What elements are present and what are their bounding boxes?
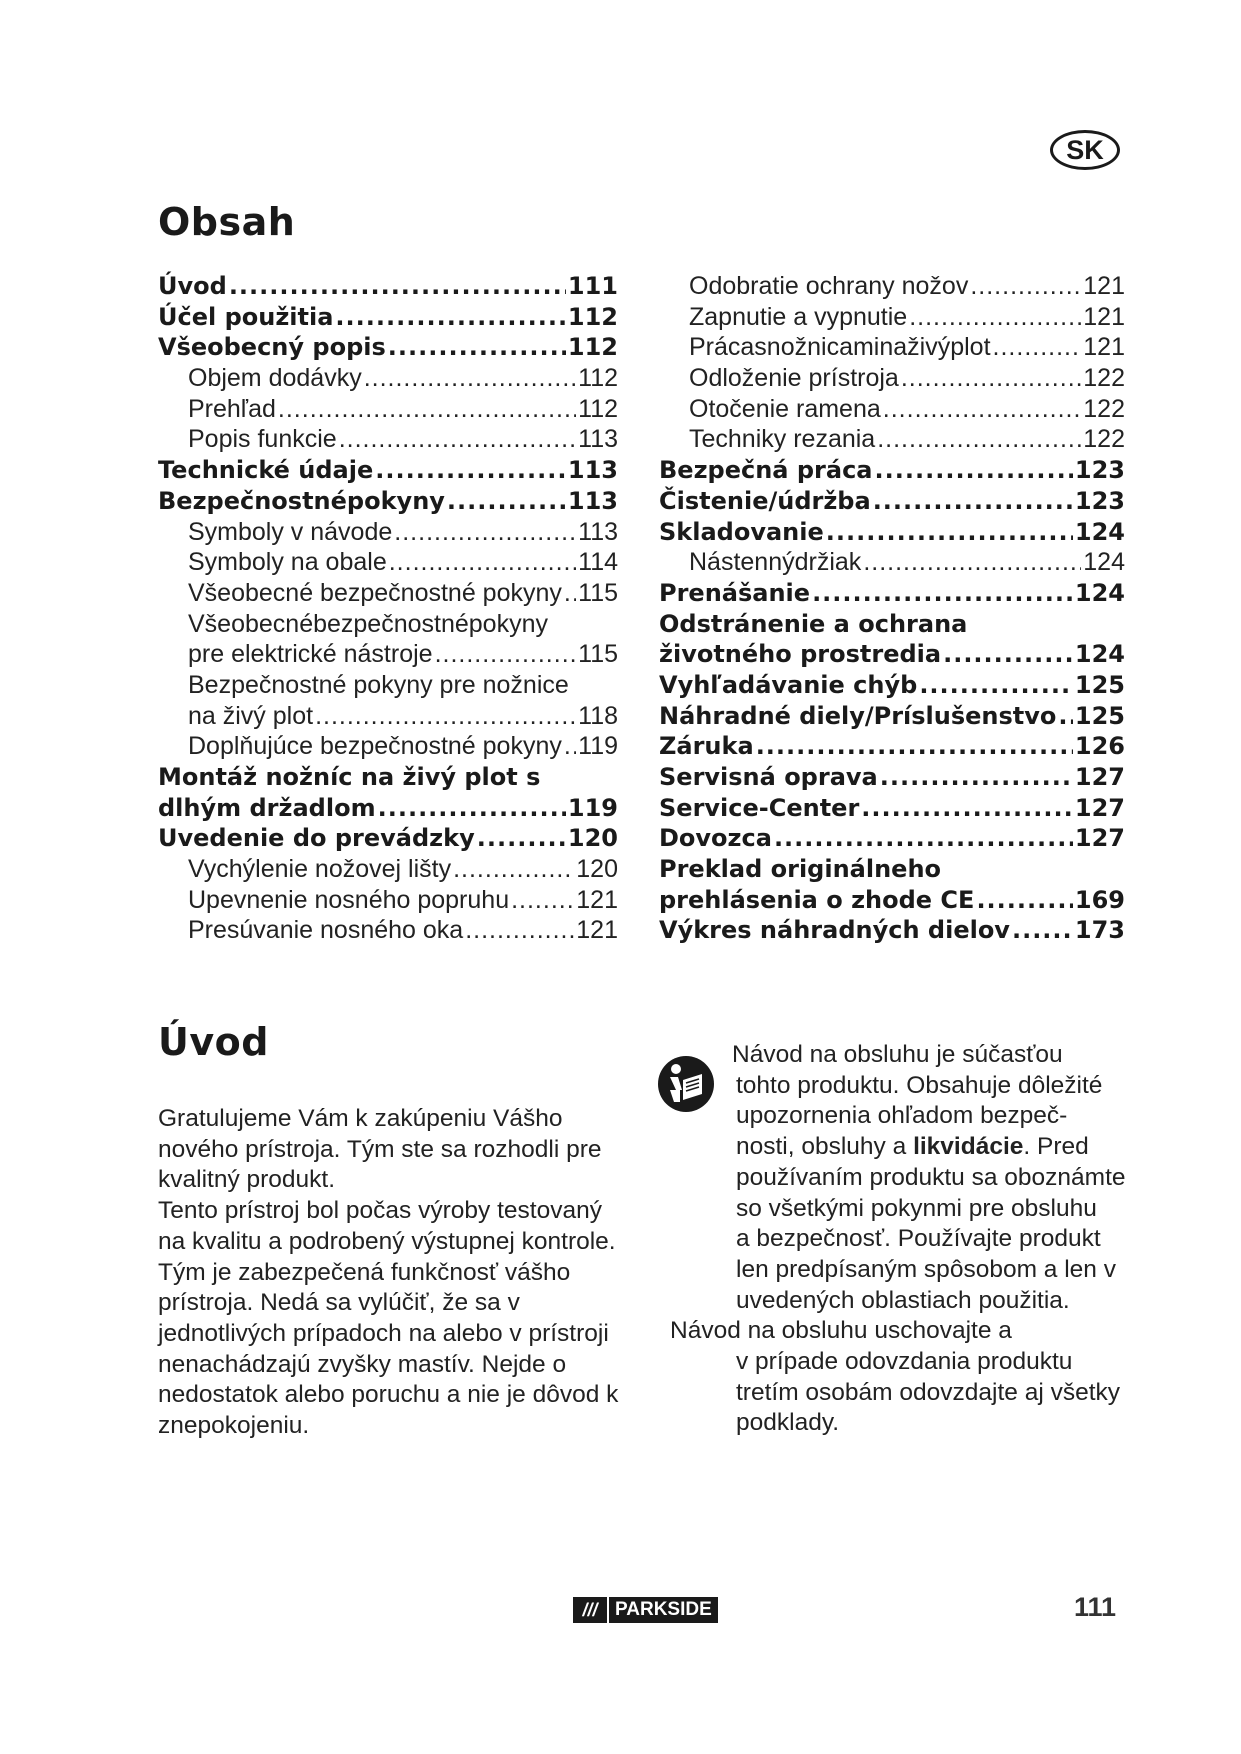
toc-entry-label: Otočenie ramena <box>689 394 881 423</box>
toc-leader-dots <box>389 548 576 577</box>
toc-entry <box>158 456 618 487</box>
toc-leader-dots <box>435 640 577 669</box>
toc-leader-dots <box>901 364 1081 393</box>
toc-entry-page: 124 <box>1074 517 1125 546</box>
toc-entry <box>158 916 618 947</box>
toc-entry-label: Service-Center <box>659 793 860 822</box>
toc-entry <box>158 610 618 641</box>
intro-right-line: používaním produktu sa oboznámte <box>736 1163 1126 1191</box>
intro-right-bold: likvidácie <box>913 1133 1024 1161</box>
toc-leader-dots <box>375 456 566 484</box>
toc-entry <box>158 763 618 794</box>
toc-entry-page: 112 <box>578 394 618 423</box>
toc-entry-page: 126 <box>1074 732 1125 761</box>
toc-entry <box>158 855 618 886</box>
intro-right-line: len predpísaným spôsobom a len v <box>736 1255 1116 1283</box>
toc-entry-page: 124 <box>1083 548 1125 577</box>
toc-leader-dots <box>877 425 1081 454</box>
toc-entry-page: 112 <box>578 364 618 393</box>
toc-entry-page: 119 <box>578 732 618 761</box>
toc-entry <box>158 824 618 855</box>
toc-entry <box>659 425 1125 456</box>
toc-entry-label: prehlásenia o zhode CE <box>659 885 975 914</box>
toc-leader-dots <box>447 487 566 515</box>
toc-entry-page: 115 <box>578 578 618 607</box>
toc-leader-dots <box>774 824 1073 852</box>
toc-entry-label: Zapnutie a vypnutie <box>689 302 908 331</box>
toc-entry <box>158 425 618 456</box>
toc-entry-page: 123 <box>1074 486 1125 515</box>
toc-leader-dots <box>477 824 566 852</box>
toc-leader-dots <box>909 303 1081 332</box>
toc-entry-page: 121 <box>1083 272 1125 300</box>
toc-entry <box>158 640 618 671</box>
toc-leader-dots <box>511 886 574 915</box>
toc-entry-page: 122 <box>1083 364 1125 393</box>
toc-entry <box>659 824 1125 855</box>
toc-entry-page: 112 <box>567 333 618 362</box>
toc-entry-page: 127 <box>1074 793 1125 822</box>
toc-leader-dots <box>919 671 1073 699</box>
toc-leader-dots <box>339 425 576 454</box>
parkside-logo <box>573 1597 718 1623</box>
toc-entry <box>659 702 1125 733</box>
toc-entry-page: 125 <box>1074 701 1125 730</box>
toc-entry-label: Preklad originálneho <box>659 855 942 884</box>
toc-entry-label: Čistenie/údržba <box>659 486 871 515</box>
toc-entry-page: 118 <box>578 701 618 730</box>
toc-entry <box>158 487 618 518</box>
toc-entry-label: Účel použitia <box>158 302 334 331</box>
toc-entry-label: Techniky rezania <box>689 425 876 454</box>
toc-entry-page: 125 <box>1074 670 1125 699</box>
toc-entry-page: 112 <box>567 302 618 331</box>
toc-entry-label: Uvedenie do prevádzky <box>158 824 475 853</box>
intro-right-line: so všetkými pokynmi pre obsluhu <box>736 1194 1097 1222</box>
toc-leader-dots <box>970 272 1081 301</box>
toc-leader-dots <box>335 303 565 331</box>
toc-entry-label: Montáž nožníc na živý plot s <box>158 763 541 791</box>
toc-entry-label: na živý plot <box>188 701 314 730</box>
toc-entry-label: Prenášanie <box>659 578 811 607</box>
toc-leader-dots <box>453 855 574 884</box>
toc-entry-page: 121 <box>576 916 618 945</box>
toc-entry-label: Záruka <box>659 732 754 761</box>
toc-entry <box>158 395 618 426</box>
toc-entry <box>659 487 1125 518</box>
toc-right-column <box>659 272 1125 947</box>
toc-entry <box>659 916 1125 947</box>
toc-entry <box>659 640 1125 671</box>
toc-leader-dots <box>388 333 566 361</box>
intro-right-line: upozornenia ohľadom bezpeč- <box>736 1102 1068 1130</box>
toc-entry <box>659 794 1125 825</box>
toc-entry <box>659 886 1125 917</box>
intro-right-line: uvedených oblastiach použitia. <box>736 1286 1070 1314</box>
toc-entry-page: 173 <box>1074 916 1125 945</box>
toc-entry <box>659 272 1125 303</box>
toc-entry <box>158 579 618 610</box>
toc-entry <box>158 702 618 733</box>
toc-entry-label: životného prostredia <box>659 640 942 669</box>
toc-leader-dots <box>229 272 566 300</box>
toc-leader-dots <box>394 518 576 547</box>
toc-entry-label: Bezpečná práca <box>659 456 873 485</box>
intro-right-line: podklady. <box>736 1409 840 1437</box>
toc-entry <box>659 610 1125 641</box>
toc-entry-label: pre elektrické nástroje <box>188 640 433 669</box>
toc-leader-dots <box>364 364 576 393</box>
toc-entry-page: 124 <box>1074 578 1125 607</box>
toc-entry-page: 119 <box>567 793 618 822</box>
toc-entry <box>659 364 1125 395</box>
toc-entry-page: 113 <box>578 517 618 546</box>
toc-entry-label: Technické údaje <box>158 456 374 485</box>
toc-leader-dots <box>861 794 1073 822</box>
toc-entry <box>158 518 618 549</box>
toc-entry <box>659 763 1125 794</box>
toc-title: Obsah <box>158 200 296 244</box>
toc-entry <box>659 333 1125 364</box>
toc-entry-page: 120 <box>576 855 618 884</box>
toc-entry <box>659 303 1125 334</box>
toc-leader-dots <box>564 579 576 608</box>
toc-leader-dots <box>883 395 1082 424</box>
toc-entry <box>659 456 1125 487</box>
toc-entry-page: 111 <box>567 272 618 300</box>
toc-entry-label: Bezpečnostnépokyny <box>158 486 445 515</box>
toc-entry-label: Odstránenie a ochrana <box>659 609 968 638</box>
toc-entry-page: 113 <box>578 425 618 454</box>
toc-entry-label: Doplňujúce bezpečnostné pokyny <box>188 732 562 761</box>
toc-entry-label: Popis funkcie <box>188 425 337 454</box>
toc-entry <box>158 671 618 702</box>
logo-brand-text: PARKSIDE <box>607 1597 718 1623</box>
toc-leader-dots <box>278 395 576 424</box>
toc-leader-dots <box>993 333 1082 362</box>
toc-entry <box>158 364 618 395</box>
toc-entry-page: 122 <box>1083 394 1125 423</box>
toc-entry-label: Nástennýdržiak <box>689 548 862 577</box>
toc-left-column <box>158 272 618 947</box>
toc-entry-label: Výkres náhradných dielov <box>659 916 1010 945</box>
intro-right-line: a bezpečnosť. Používajte produkt <box>736 1225 1101 1253</box>
toc-entry-label: Servisná oprava <box>659 763 878 791</box>
toc-entry-page: 169 <box>1074 885 1125 914</box>
toc-leader-dots <box>943 640 1073 668</box>
toc-entry-label: Objem dodávky <box>188 364 362 393</box>
toc-entry-label: Presúvanie nosného oka <box>188 916 464 945</box>
toc-entry <box>158 303 618 334</box>
toc-entry <box>659 579 1125 610</box>
toc-entry-label: Odloženie prístroja <box>689 364 899 393</box>
toc-leader-dots <box>863 548 1081 577</box>
toc-entry-label: dlhým držadlom <box>158 793 376 822</box>
toc-entry-label: Náhradné diely/Príslušenstvo <box>659 701 1057 730</box>
toc-entry <box>158 794 618 825</box>
toc-leader-dots <box>875 456 1073 484</box>
toc-entry-label: Všeobecný popis <box>158 333 386 362</box>
toc-entry-page: 121 <box>1083 333 1125 362</box>
toc-leader-dots <box>812 579 1073 607</box>
toc-entry <box>158 272 618 303</box>
toc-entry-label: Odobratie ochrany nožov <box>689 272 969 300</box>
toc-entry <box>659 732 1125 763</box>
intro-right-line <box>670 1132 1150 1163</box>
toc-entry-page: 127 <box>1074 824 1125 853</box>
intro-right-line: tohto produktu. Obsahuje dôležité <box>736 1071 1103 1099</box>
toc-entry <box>158 732 618 763</box>
toc-entry <box>659 671 1125 702</box>
toc-entry-label: Upevnenie nosného popruhu <box>188 885 510 914</box>
toc-leader-dots <box>976 886 1072 914</box>
toc-leader-dots <box>756 732 1073 760</box>
toc-leader-dots <box>873 487 1073 515</box>
toc-leader-dots <box>315 702 576 731</box>
toc-entry-page: 121 <box>1083 302 1125 331</box>
toc-entry-page: 123 <box>1074 456 1125 485</box>
toc-entry-label: Bezpečnostné pokyny pre nožnice <box>188 670 569 699</box>
toc-entry-label: Skladovanie <box>659 517 824 546</box>
toc-entry <box>158 548 618 579</box>
intro-right-line: v prípade odovzdania produktu <box>736 1348 1073 1376</box>
toc-entry-label: Prácasnožnicaminaživýplot <box>689 333 991 362</box>
toc-entry <box>158 333 618 364</box>
page-number: 111 <box>1074 1592 1117 1622</box>
intro-right-line: Návod na obsluhu uschovajte a <box>670 1317 1012 1345</box>
toc-entry-page: 122 <box>1083 425 1125 454</box>
toc-entry-label: Symboly na obale <box>188 548 387 577</box>
toc-entry-label: Všeobecné bezpečnostné pokyny <box>188 578 562 607</box>
toc-entry-label: Všeobecnébezpečnostnépokyny <box>188 609 548 638</box>
toc-entry-page: 115 <box>578 640 618 669</box>
intro-right-text <box>670 1040 1150 1439</box>
intro-left-text <box>158 1104 628 1442</box>
toc-entry <box>659 518 1125 549</box>
intro-right-text-part: . Pred <box>1023 1133 1089 1161</box>
toc-leader-dots <box>1012 916 1073 944</box>
toc-entry <box>158 886 618 917</box>
intro-title: Úvod <box>158 1020 269 1064</box>
toc-entry-page: 113 <box>567 486 618 515</box>
toc-entry-label: Úvod <box>158 272 227 300</box>
toc-entry <box>659 855 1125 886</box>
toc-entry-page: 120 <box>567 824 618 853</box>
toc-entry-page: 127 <box>1074 763 1125 791</box>
toc-leader-dots <box>465 916 574 945</box>
toc-entry-page: 114 <box>578 548 618 577</box>
toc-leader-dots <box>378 794 566 822</box>
toc-entry-label: Vyhľadávanie chýb <box>659 670 918 699</box>
toc-entry-label: Dovozca <box>659 824 772 853</box>
toc-entry-page: 121 <box>576 885 618 914</box>
toc-entry-label: Vychýlenie nožovej lišty <box>188 855 452 884</box>
logo-stripes: /// <box>573 1597 607 1623</box>
intro-paragraph: Tento prístroj bol počas výroby testovaný na kvalitu a podrobený výstupnej kontrole. Tým je zabezpečená funkčnosť vášho prístroja. Nedá sa vylúčiť, že sa v jednotlivých prípadoch na alebo v prístroji nenachádzajú zvyšky mastív. Nejde o nedostatok alebo poruchu a nie je dôvod k znepokojeniu. <box>158 1197 619 1440</box>
toc-entry-page: 113 <box>567 456 618 485</box>
intro-right-line: Návod na obsluhu je súčasťou <box>732 1041 1063 1068</box>
toc-leader-dots <box>564 732 576 761</box>
toc-leader-dots <box>1058 702 1072 730</box>
toc-leader-dots <box>880 763 1073 791</box>
toc-leader-dots <box>826 518 1073 546</box>
intro-paragraph: Gratulujeme Vám k zakúpeniu Vášho nového prístroja. Tým ste sa rozhodli pre kvalitný produkt. <box>158 1105 602 1194</box>
toc-entry-label: Symboly v návode <box>188 517 393 546</box>
intro-right-text-part: nosti, obsluhy a <box>736 1133 914 1161</box>
intro-right-line: tretím osobám odovzdajte aj všetky <box>736 1378 1121 1406</box>
language-badge: SK <box>1050 130 1120 170</box>
toc-entry <box>659 395 1125 426</box>
toc-entry-page: 124 <box>1074 640 1125 669</box>
toc-entry-label: Prehľad <box>188 394 276 423</box>
toc-entry <box>659 548 1125 579</box>
